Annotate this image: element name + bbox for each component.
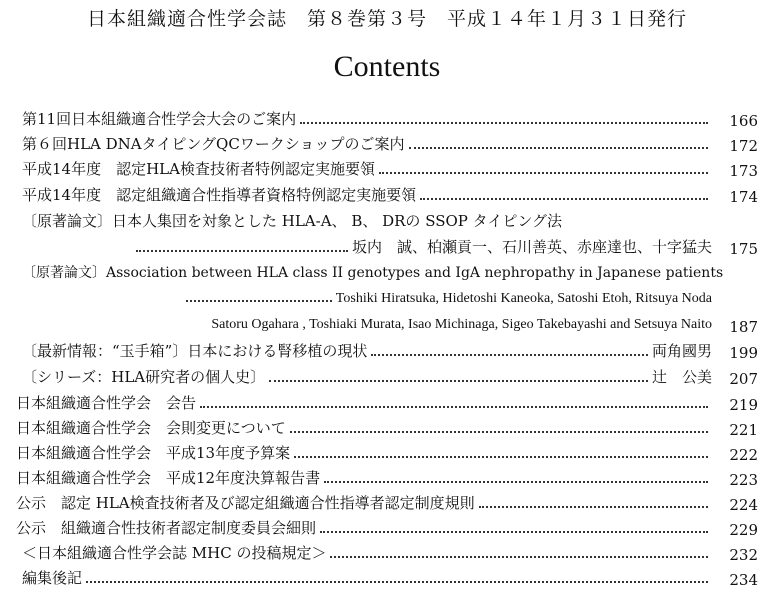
toc-entry[interactable] (22, 184, 712, 206)
toc-page-number: 229 (729, 521, 758, 539)
dot-leader (200, 394, 708, 408)
toc-entry-title: 日本組織適合性学会 平成13年度予算案 (16, 444, 291, 462)
toc-entry-authors-row (90, 314, 712, 336)
toc-page-number: 187 (729, 318, 758, 336)
toc-entry[interactable] (16, 442, 712, 464)
toc-entry-title: 平成14年度 認定HLA検査技術者特例認定実施要領 (22, 160, 375, 178)
toc-entry[interactable] (22, 133, 712, 155)
toc-entry-author: 辻 公美 (651, 368, 712, 386)
toc-entry[interactable] (22, 542, 712, 564)
toc-page-number: 172 (729, 137, 758, 155)
toc-entry[interactable] (22, 567, 712, 589)
journal-header: 日本組織適合性学会誌 第８巻第３号 平成１４年１月３１日発行 (86, 8, 687, 30)
toc-entry[interactable] (22, 108, 712, 130)
page-title: Contents (333, 50, 441, 83)
dot-leader (420, 186, 708, 200)
toc-page-number: 224 (729, 496, 758, 514)
toc-page-number: 166 (729, 112, 758, 130)
toc-entry-title: 第６回HLA DNAタイピングQCワークショップのご案内 (22, 135, 405, 153)
toc-entry-title: 公示 組織適合性技術者認定制度委員会細則 (16, 519, 317, 537)
toc-entry-authors-row (182, 288, 712, 310)
dot-leader (479, 494, 708, 508)
dot-leader (136, 238, 348, 252)
toc-entry-title: 〔原著論文〕Association between HLA class II genotypes and IgA nephropathy in Japanese patients (22, 265, 724, 281)
toc-entry[interactable] (16, 492, 712, 514)
toc-entry-title: 〔シリーズ：HLA研究者の個人史〕 (22, 368, 266, 386)
toc-entry[interactable] (16, 467, 712, 489)
toc-page-number: 207 (729, 370, 758, 388)
toc-entry[interactable] (22, 210, 712, 232)
toc-page-number: 174 (729, 188, 758, 206)
toc-entry[interactable] (22, 262, 724, 284)
toc-entry[interactable] (22, 366, 712, 388)
toc-entry-title: 第11回日本組織適合性学会大会のご案内 (22, 110, 297, 128)
toc-entry-title: 公示 認定 HLA検査技術者及び認定組織適合性指導者認定制度規則 (16, 494, 475, 512)
toc-entry[interactable] (16, 392, 712, 414)
toc-entry-authors-row (132, 236, 712, 258)
toc-entry-author: 両角國男 (651, 342, 712, 360)
toc-page-number: 219 (729, 396, 758, 414)
toc-entry-title: 平成14年度 認定組織適合性指導者資格特例認定実施要領 (22, 186, 417, 204)
dot-leader (290, 419, 708, 433)
toc-page-number: 234 (729, 571, 758, 589)
toc-entry[interactable] (22, 340, 712, 362)
dot-leader (320, 519, 708, 533)
dot-leader (86, 569, 708, 583)
toc-entry[interactable] (22, 158, 712, 180)
toc-entry-title: 日本組織適合性学会 会則変更について (16, 419, 286, 437)
dot-leader (371, 342, 648, 356)
toc-page-number: 223 (729, 471, 758, 489)
toc-entry-authors: Toshiki Hiratsuka, Hidetoshi Kaneoka, Satoshi Etoh, Ritsuya Noda (335, 291, 712, 306)
toc-page-number: 222 (729, 446, 758, 464)
toc-page-number: 199 (729, 344, 758, 362)
toc-entry[interactable] (16, 517, 712, 539)
toc-entry-title: 〔原著論文〕日本人集団を対象とした HLA-A、 B、 DRの SSOP タイピング法 (22, 212, 563, 230)
toc-page-number: 221 (729, 421, 758, 439)
toc-page-number: 232 (729, 546, 758, 564)
toc-entry-title: 日本組織適合性学会 会告 (16, 394, 197, 412)
toc-entry-title: 日本組織適合性学会 平成12年度決算報告書 (16, 469, 321, 487)
dot-leader (294, 444, 708, 458)
dot-leader (324, 469, 708, 483)
toc-page-number: 175 (729, 240, 758, 258)
dot-leader (409, 135, 708, 149)
dot-leader (300, 110, 708, 124)
dot-leader (269, 368, 648, 382)
dot-leader (379, 160, 708, 174)
toc-entry-authors: Satoru Ogahara , Toshiaki Murata, Isao Michinaga, Sigeo Takebayashi and Setsuya Naito (211, 317, 712, 332)
toc-entry[interactable] (16, 417, 712, 439)
toc-page-number: 173 (729, 162, 758, 180)
toc-entry-authors: 坂内 誠、柏瀬貢一、石川善英、赤座達也、十字猛夫 (351, 238, 712, 256)
dot-leader (330, 544, 708, 558)
toc-entry-title: 編集後記 (22, 569, 83, 587)
dot-leader (186, 288, 332, 302)
toc-entry-title: 〔最新情報：“玉手箱”〕日本における腎移植の現状 (22, 342, 368, 360)
toc-entry-title: ＜日本組織適合性学会誌 MHC の投稿規定＞ (22, 544, 327, 562)
